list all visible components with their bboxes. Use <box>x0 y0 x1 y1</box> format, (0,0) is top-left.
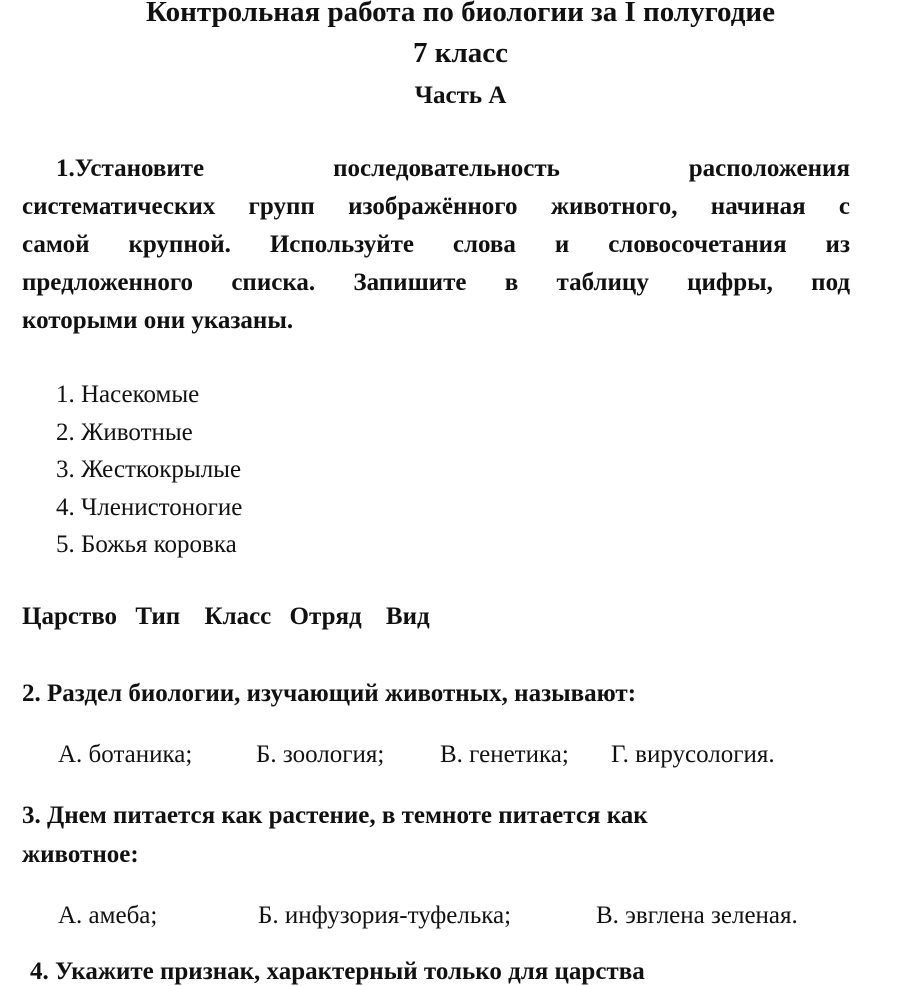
list-item: 1. Насекомые <box>56 381 200 408</box>
table-header-phylum: Тип <box>135 603 181 630</box>
question-3-option: Б. инфузория-туфелька; <box>258 902 512 929</box>
question-3-option: В. эвглена зеленая. <box>596 902 798 929</box>
question-2-text: 2. Раздел биологии, изучающий животных, называют: <box>22 680 637 707</box>
question-2-option: В. генетика; <box>440 741 569 768</box>
question-3-option: А. амеба; <box>58 902 158 929</box>
list-item: 2. Животные <box>56 418 193 446</box>
answer-table-headers <box>22 603 430 631</box>
question-2-option: Б. зоология; <box>256 741 385 768</box>
question-1-text <box>22 150 850 340</box>
list-item: 3. Жесткокрылые <box>56 456 242 483</box>
table-header-kingdom: Царство <box>22 603 118 630</box>
question-1-list <box>56 376 242 564</box>
document-title: Контрольная работа по биологии за I полугодие <box>146 0 775 28</box>
table-header-class: Класс <box>204 603 272 630</box>
question-2-option: А. ботаника; <box>58 741 193 768</box>
list-item: 4. Членистоногие <box>56 493 243 521</box>
list-item: 5. Божья коровка <box>56 531 237 558</box>
table-header-species: Вид <box>385 603 430 630</box>
table-header-order: Отряд <box>289 603 362 630</box>
grade-title: 7 класс <box>413 37 508 69</box>
question-3-text-cont: животное: <box>22 841 139 868</box>
question-4-text-partial: 4. Укажите признак, характерный только для царства <box>30 958 645 985</box>
question-1-line: предложенного списка. Запишите в таблицу цифры, под <box>22 269 850 296</box>
part-title: Часть А <box>414 82 507 109</box>
question-3-text: 3. Днем питается как растение, в темноте питается как <box>22 802 648 829</box>
question-1-line: 1.Установите последовательность расположения <box>56 155 850 182</box>
question-1-line: самой крупной. Используйте слова и словосочетания из <box>22 231 850 258</box>
question-1-line: систематических групп изображённого животного, начиная с <box>22 193 850 220</box>
question-1-line: которыми они указаны. <box>22 307 294 334</box>
question-2-option: Г. вирусология. <box>611 741 775 768</box>
